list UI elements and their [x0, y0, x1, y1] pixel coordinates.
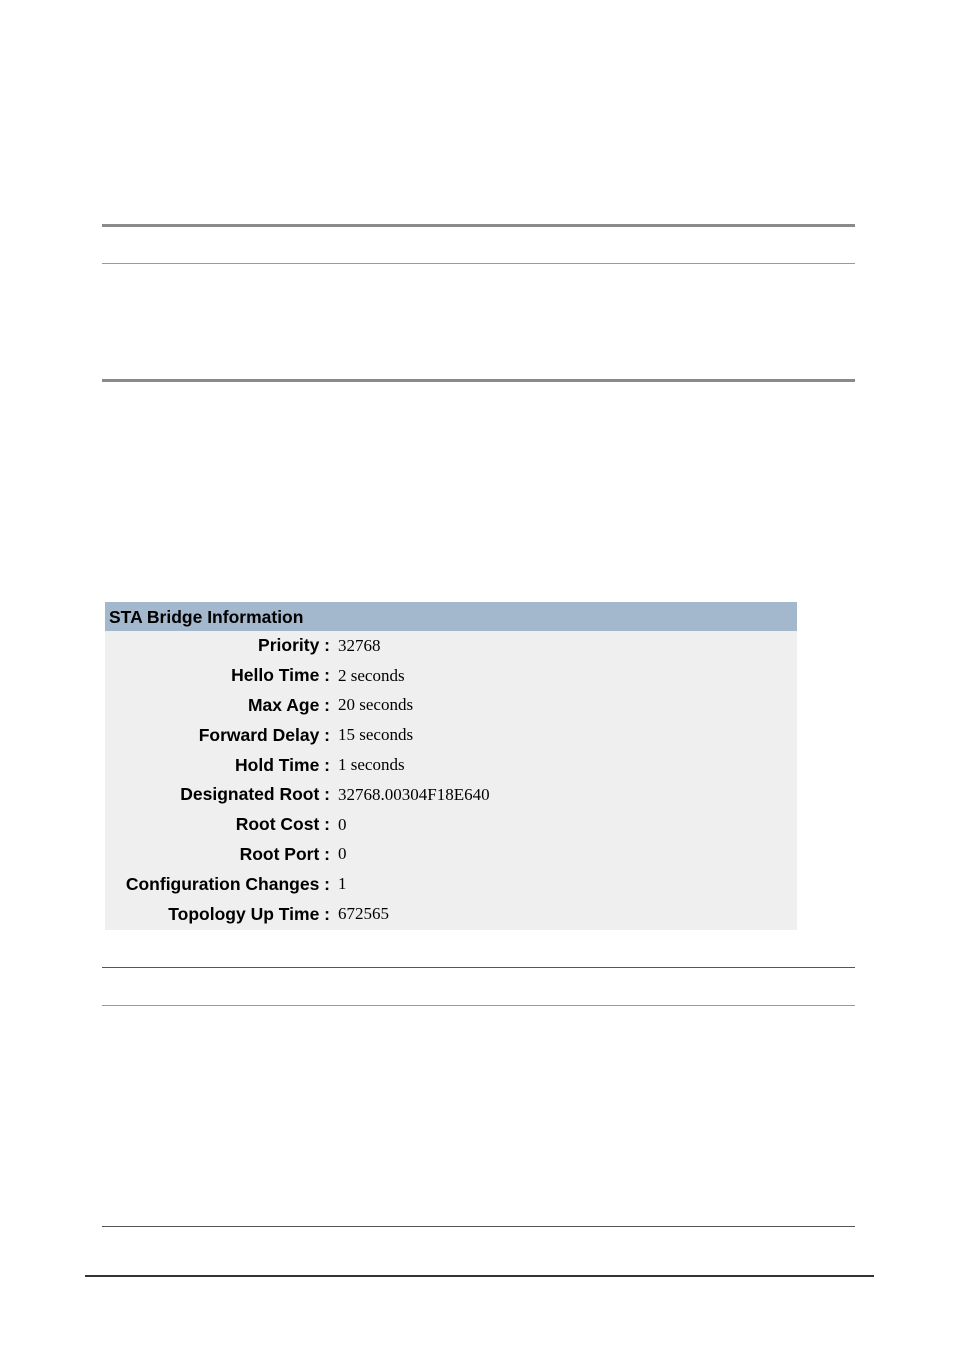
info-row-root-port [105, 840, 797, 870]
sta-bridge-information-panel [105, 602, 797, 930]
field-value: 672565 [338, 904, 389, 924]
divider-top-1 [102, 224, 855, 227]
field-label: Hold Time : [235, 754, 330, 775]
field-value: 20 seconds [338, 695, 414, 715]
info-row-hold-time [105, 750, 797, 780]
field-value: 32768.00304F18E640 [338, 784, 490, 804]
info-row-root-cost [105, 810, 797, 840]
field-label: Hello Time : [231, 665, 330, 686]
field-value: 15 seconds [338, 725, 414, 745]
field-value: 1 seconds [338, 755, 405, 775]
info-row-priority [105, 631, 797, 661]
field-label: Root Port : [239, 843, 330, 864]
info-row-configuration-changes [105, 869, 797, 899]
info-row-topology-up-time [105, 899, 797, 929]
field-value: 0 [338, 814, 347, 834]
info-row-max-age [105, 691, 797, 721]
field-label: Designated Root : [180, 784, 330, 805]
divider-top-2 [102, 263, 855, 264]
field-value: 1 [338, 874, 347, 894]
field-label: Max Age : [247, 694, 330, 715]
field-label: Configuration Changes : [125, 873, 330, 894]
panel-title: STA Bridge Information [105, 602, 797, 631]
info-row-forward-delay [105, 720, 797, 750]
field-value: 2 seconds [338, 665, 405, 685]
field-label: Root Cost : [235, 814, 330, 835]
divider-bottom-1 [102, 967, 855, 968]
info-row-hello-time [105, 661, 797, 691]
field-label: Priority : [258, 635, 330, 656]
field-label: Topology Up Time : [168, 903, 330, 924]
divider-bottom-2 [102, 1005, 855, 1006]
divider-top-3 [102, 379, 855, 382]
field-label: Forward Delay : [198, 724, 330, 745]
divider-bottom-3 [102, 1226, 855, 1227]
field-value: 32768 [338, 635, 381, 655]
field-value: 0 [338, 844, 347, 864]
info-row-designated-root [105, 780, 797, 810]
page-footer-rule [85, 1275, 874, 1277]
